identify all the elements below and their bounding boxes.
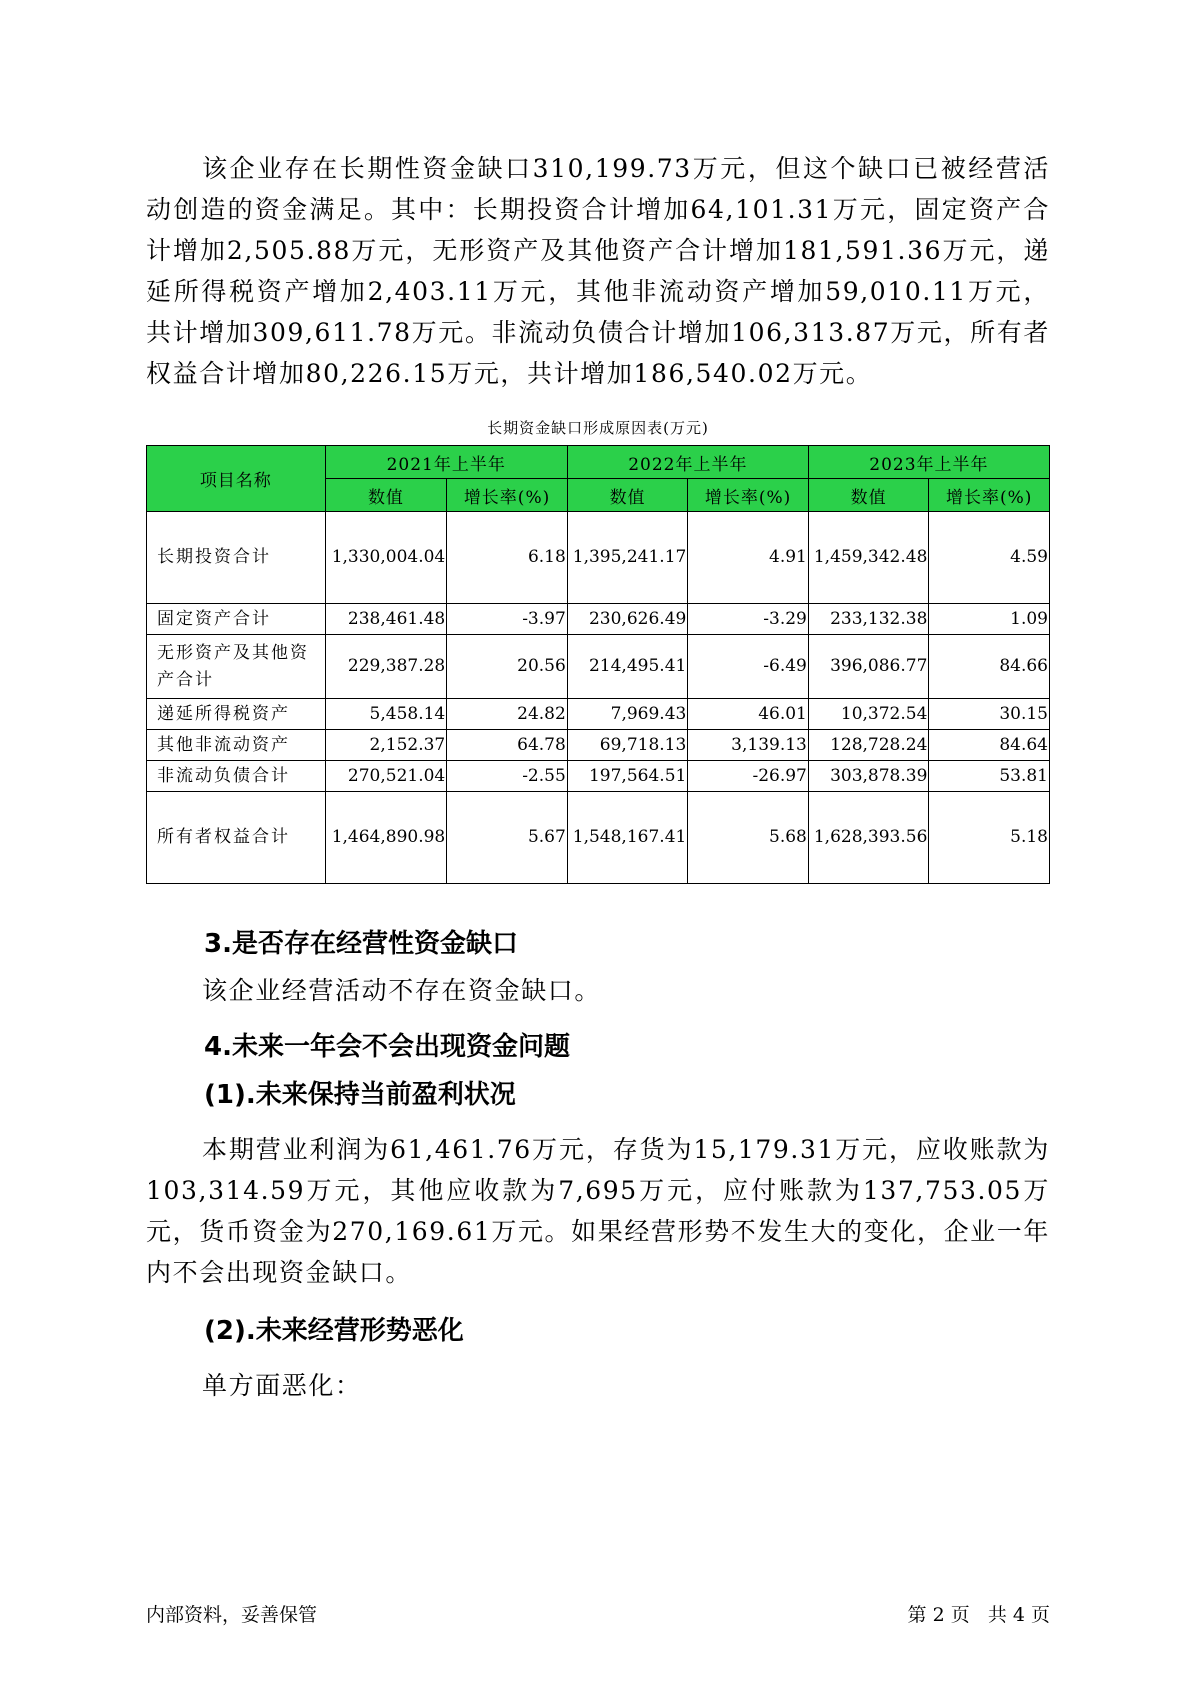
header-growth: 增长率(%)	[688, 479, 809, 512]
row-name: 长期投资合计	[147, 512, 326, 604]
cell-value: 233,132.38	[808, 604, 929, 635]
cell-growth: 84.66	[929, 635, 1050, 699]
table-row	[147, 699, 1050, 730]
header-year: 2022年上半年	[567, 446, 808, 479]
cell-value: 1,464,890.98	[325, 792, 447, 884]
cell-growth: 4.59	[929, 512, 1050, 604]
row-name: 其他非流动资产	[147, 730, 326, 761]
document-body	[146, 148, 1050, 1406]
cell-value: 1,330,004.04	[325, 512, 447, 604]
cell-value: 128,728.24	[808, 730, 929, 761]
cell-growth: -26.97	[688, 761, 809, 792]
cell-value: 1,548,167.41	[567, 792, 688, 884]
table-row	[147, 761, 1050, 792]
cell-growth: -3.29	[688, 604, 809, 635]
paragraph-profit-detail: 本期营业利润为61,461.76万元，存货为15,179.31万元，应收账款为103,314.59万元，其他应收款为7,695万元，应付账款为137,753.05万元，货币资金为270,169.61万元。如果经营形势不发生大的变化，企业一年内不会出现资金缺口。	[146, 1135, 1050, 1287]
cell-value: 1,459,342.48	[808, 512, 929, 604]
header-growth: 增长率(%)	[929, 479, 1050, 512]
cell-growth: 84.64	[929, 730, 1050, 761]
cell-value: 303,878.39	[808, 761, 929, 792]
cell-growth: 4.91	[688, 512, 809, 604]
cell-value: 214,495.41	[567, 635, 688, 699]
row-name: 非流动负债合计	[147, 761, 326, 792]
cell-growth: 5.18	[929, 792, 1050, 884]
header-value: 数值	[808, 479, 929, 512]
cell-growth: 46.01	[688, 699, 809, 730]
cell-growth: -3.97	[447, 604, 568, 635]
cell-value: 1,628,393.56	[808, 792, 929, 884]
cell-growth: -2.55	[447, 761, 568, 792]
cell-value: 396,086.77	[808, 635, 929, 699]
page-footer	[146, 1600, 1050, 1627]
paragraph-long-term-gap: 该企业存在长期性资金缺口310,199.73万元，但这个缺口已被经营活动创造的资金满足。其中：长期投资合计增加64,101.31万元，固定资产合计增加2,505.88万元，无形资产及其他资产合计增加181,591.36万元，递延所得税资产增加2,403.11万元，其他非流动资产增加59,010.11万元，共计增加309,611.78万元。非流动负债合计增加106,313.87万元，所有者权益合计增加80,226.15万元，共计增加186,540.02万元。	[146, 154, 1050, 388]
heading-keep-profit: (1).未来保持当前盈利状况	[204, 1080, 516, 1110]
cell-growth: 24.82	[447, 699, 568, 730]
cell-value: 270,521.04	[325, 761, 447, 792]
paragraph-operating-gap: 该企业经营活动不存在资金缺口。	[202, 976, 602, 1005]
cell-value: 7,969.43	[567, 699, 688, 730]
cell-value: 229,387.28	[325, 635, 447, 699]
cell-growth: 64.78	[447, 730, 568, 761]
header-year: 2021年上半年	[325, 446, 567, 479]
row-name: 所有者权益合计	[147, 792, 326, 884]
cell-value: 230,626.49	[567, 604, 688, 635]
cell-value: 197,564.51	[567, 761, 688, 792]
cell-growth: 6.18	[447, 512, 568, 604]
cell-growth: 1.09	[929, 604, 1050, 635]
heading-next-year: 4.未来一年会不会出现资金问题	[204, 1032, 570, 1062]
cell-value: 1,395,241.17	[567, 512, 688, 604]
paragraph-one-sided: 单方面恶化：	[202, 1371, 362, 1400]
cell-growth: 5.68	[688, 792, 809, 884]
header-year: 2023年上半年	[808, 446, 1049, 479]
header-value: 数值	[567, 479, 688, 512]
header-item-name: 项目名称	[147, 446, 326, 512]
row-name: 无形资产及其他资产合计	[147, 635, 326, 699]
heading-operating-gap: 3.是否存在经营性资金缺口	[204, 929, 518, 959]
cell-growth: -6.49	[688, 635, 809, 699]
header-growth: 增长率(%)	[447, 479, 568, 512]
table-row	[147, 635, 1050, 699]
cell-growth: 5.67	[447, 792, 568, 884]
cell-growth: 53.81	[929, 761, 1050, 792]
heading-worsening: (2).未来经营形势恶化	[204, 1316, 464, 1346]
cell-growth: 3,139.13	[688, 730, 809, 761]
footer-page-number: 第 2 页 共 4 页	[907, 1604, 1050, 1626]
cell-value: 69,718.13	[567, 730, 688, 761]
table-row	[147, 604, 1050, 635]
row-name: 固定资产合计	[147, 604, 326, 635]
table-row	[147, 512, 1050, 604]
header-value: 数值	[325, 479, 447, 512]
table-caption: 长期资金缺口形成原因表(万元)	[487, 419, 709, 437]
cell-value: 5,458.14	[325, 699, 447, 730]
cell-value: 2,152.37	[325, 730, 447, 761]
long-term-gap-table	[146, 445, 1050, 884]
cell-value: 10,372.54	[808, 699, 929, 730]
table-row	[147, 792, 1050, 884]
footer-confidential: 内部资料，妥善保管	[146, 1604, 318, 1626]
cell-growth: 30.15	[929, 699, 1050, 730]
cell-value: 238,461.48	[325, 604, 447, 635]
cell-growth: 20.56	[447, 635, 568, 699]
table-row	[147, 730, 1050, 761]
row-name: 递延所得税资产	[147, 699, 326, 730]
